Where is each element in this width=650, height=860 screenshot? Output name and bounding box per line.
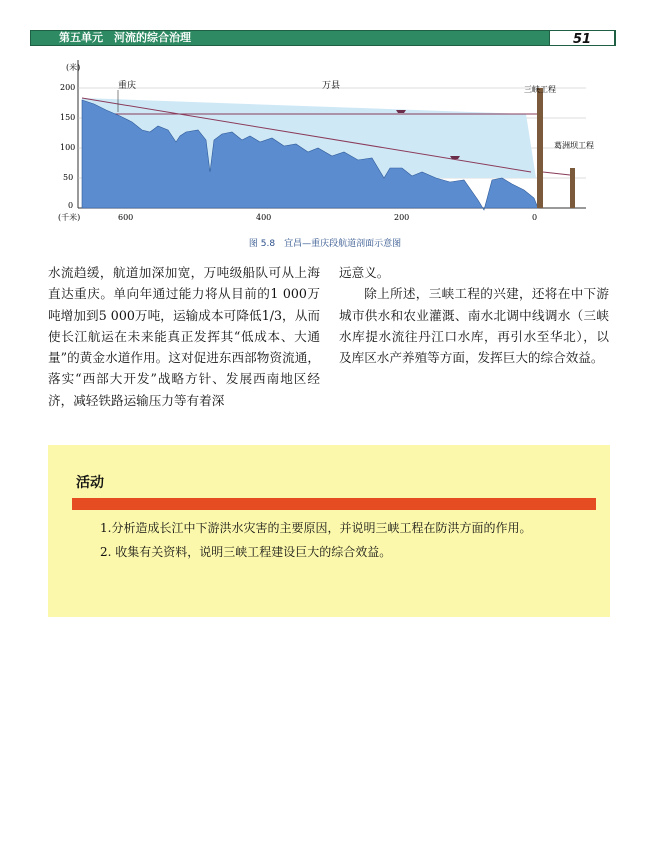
figure-caption: 图 5.8 宜昌—重庆段航道剖面示意图 [248,239,402,249]
label-gezhouba: 葛洲坝工程 [554,141,594,150]
chapter-title: 第五单元 河流的综合治理 [59,31,191,44]
activity-list [100,516,531,564]
y-tick: 150 [60,113,76,122]
profile-diagram [46,60,616,230]
label-chongqing: 重庆 [118,81,137,91]
body-right-column [339,262,609,368]
paragraph: 水流趋缓，航道加深加宽，万吨级船队可从上海直达重庆。单向年通过能力将从目前的1 000万吨增加到5 000万吨，运输成本可降低1/3，从而使长江航运在未来能真正发挥其“低成本、大通量”的黄金水道作用。这对促进东西部物资流通，落实“西部大开发”战略方针、发展西南地区经济，减轻铁路运输压力等有着深 [48,265,320,408]
label-three-gorges: 三峡工程 [524,85,556,94]
gezhouba-dam [570,168,575,208]
x-tick: 400 [256,213,272,222]
page-header [30,30,616,46]
x-tick: 200 [394,213,410,222]
x-unit: (千米) [58,213,81,222]
y-unit: (米) [66,63,81,72]
activity-title: 活动 [76,475,104,491]
paragraph: 除上所述，三峡工程的兴建，还将在中下游城市供水和农业灌溉、南水北调中线调水（三峡水库提水流往丹江口水库，再引水至华北），以及库区水产养殖等方面，发挥巨大的综合效益。 [339,286,609,366]
x-tick: 600 [118,213,134,222]
activity-item: 1.分析造成长江中下游洪水灾害的主要原因，并说明三峡工程在防洪方面的作用。 [100,521,532,535]
y-tick: 0 [68,201,74,210]
y-tick: 200 [60,83,76,92]
page-number-box [549,30,615,46]
y-tick: 50 [63,173,74,182]
paragraph: 远意义。 [339,265,390,280]
page-number: 51 [572,32,592,47]
x-tick: 0 [532,213,538,222]
activity-item: 2. 收集有关资料，说明三峡工程建设巨大的综合效益。 [100,545,392,559]
three-gorges-dam [537,88,543,208]
label-wanxian: 万县 [322,81,341,91]
channel-profile-figure [46,60,616,230]
activity-divider [72,498,596,510]
y-tick: 100 [60,143,76,152]
body-left-column [48,262,320,411]
activity-box [48,445,610,617]
